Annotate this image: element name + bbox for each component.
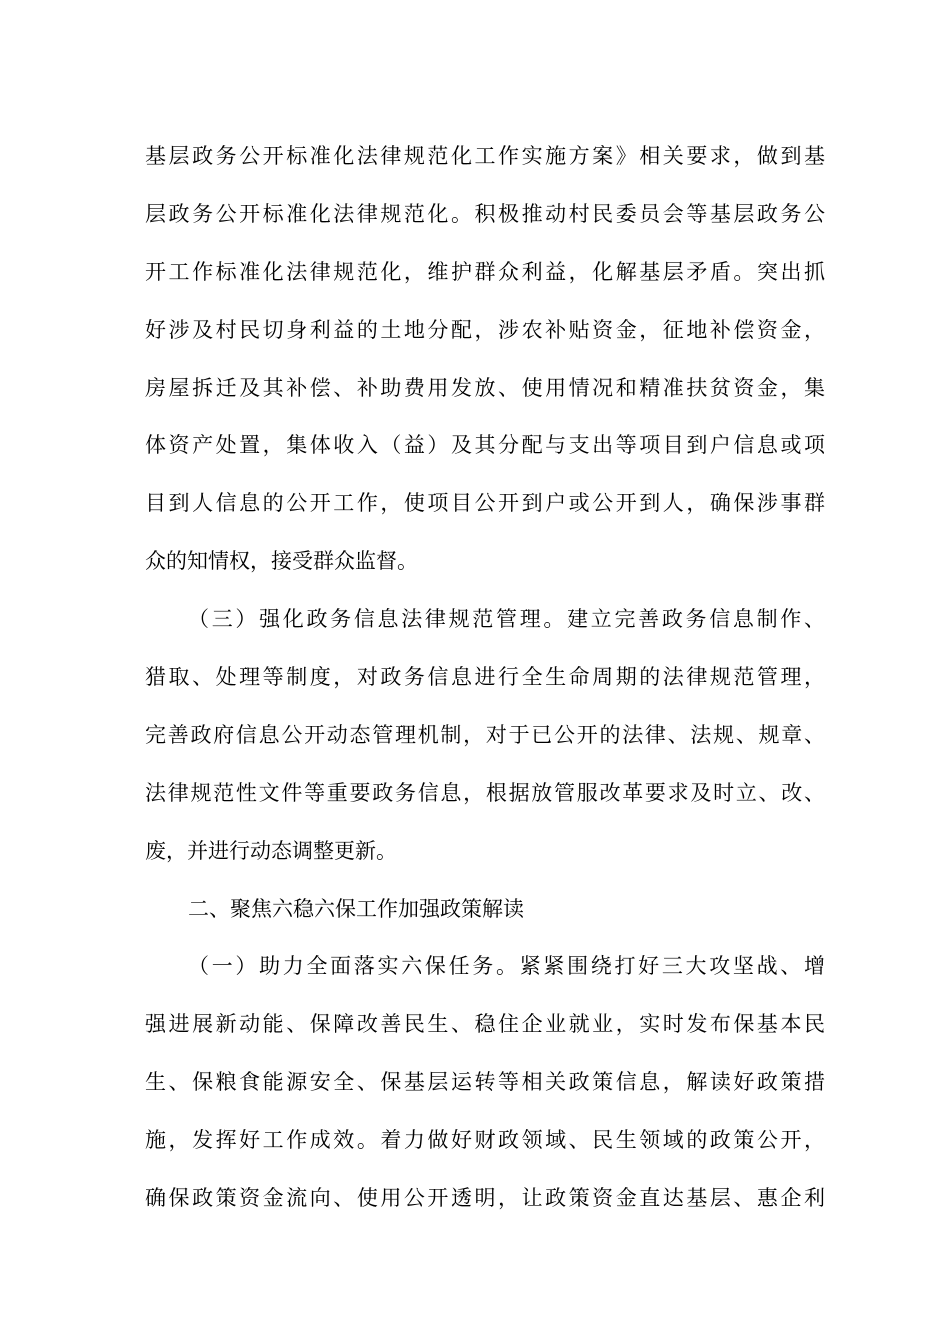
text-line: 房屋拆迁及其补偿、补助费用发放、使用情况和精准扶贫资金，集 (145, 375, 825, 400)
text-line: 目到人信息的公开工作，使项目公开到户或公开到人，确保涉事群 (145, 491, 825, 516)
text-line: （三）强化政务信息法律规范管理。建立完善政务信息制作、 (188, 607, 825, 632)
text-line: 体资产处置，集体收入（益）及其分配与支出等项目到户信息或项 (145, 433, 825, 458)
text-line: 层政务公开标准化法律规范化。积极推动村民委员会等基层政务公 (145, 201, 825, 226)
text-line: 好涉及村民切身利益的土地分配，涉农补贴资金，征地补偿资金， (145, 317, 825, 342)
document-body (145, 128, 825, 1228)
text-line: 生、保粮食能源安全、保基层运转等相关政策信息，解读好政策措 (145, 1070, 825, 1095)
text-line: 强进展新动能、保障改善民生、稳住企业就业，实时发布保基本民 (145, 1012, 825, 1037)
text-line: 完善政府信息公开动态管理机制，对于已公开的法律、法规、规章、 (145, 722, 825, 747)
text-line: 猎取、处理等制度，对政务信息进行全生命周期的法律规范管理， (145, 665, 825, 690)
text-line: 废，并进行动态调整更新。 (145, 838, 397, 863)
text-line: （一）助力全面落实六保任务。紧紧围绕打好三大攻坚战、增 (188, 954, 825, 979)
text-line: 众的知情权，接受群众监督。 (145, 549, 418, 574)
text-line: 基层政务公开标准化法律规范化工作实施方案》相关要求，做到基 (145, 144, 825, 168)
text-line: 法律规范性文件等重要政务信息，根据放管服改革要求及时立、改、 (145, 780, 825, 805)
text-line: 确保政策资金流向、使用公开透明，让政策资金直达基层、惠企利 (145, 1186, 825, 1211)
text-line: 二、聚焦六稳六保工作加强政策解读 (188, 896, 524, 921)
text-line: 施，发挥好工作成效。着力做好财政领域、民生领域的政策公开， (145, 1128, 825, 1153)
text-line: 开工作标准化法律规范化，维护群众利益，化解基层矛盾。突出抓 (145, 259, 825, 284)
